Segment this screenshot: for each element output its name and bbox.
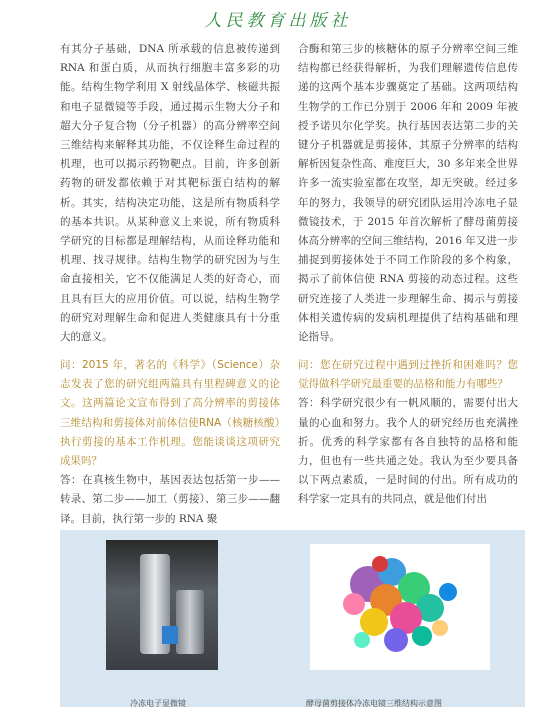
qa-1 — [60, 356, 280, 529]
publisher-masthead: 人民教育出版社 — [204, 11, 352, 31]
answer-1: 答：在真核生物中，基因表达包括第一步——转录、第二步——加工（剪接）、第三步——翻译。目前，执行第一步的 RNA 聚 — [60, 474, 280, 525]
figure-band — [60, 530, 525, 707]
page-header — [0, 0, 556, 34]
intro-right-column — [298, 40, 518, 347]
question-1: 问：2015 年，著名的《科学》（Science）杂志发表了您的研究组两篇具有里程碑意义的论文。这两篇论文宣布得到了高分辨率的剪接体三维结构和剪接体对前体信使RNA（核糖核酸）执行剪接的基本工作机理。您能谈谈这项研究成果吗？ — [60, 359, 280, 468]
intro-left-column — [60, 40, 280, 347]
intro-right-text: 合酶和第三步的核糖体的原子分辨率空间三维结构都已经获得解析，为我们理解遗传信息传递的这两个基本步骤奠定了基础。这两项结构生物学的工作已分别于 2006 年和 2009 年被授予诺贝尔化学奖。执行基因表达第二步的关键分子机器就是剪接体，其原子分辨率的结构解析因复杂性高、难度巨大，30 多年来全世界许多一流实验室都在攻坚，却无突破。经过多年的努力，我领导的研究团队运用冷冻电子显微镜技术，于 2015 年首次解析了酵母菌剪接体高分辨率的空间三维结构，2016 年又进一步捕捉到剪接体处于不同工作阶段的多个构象，揭示了前体信使 RNA 剪接的动态过程。这些研究连接了人类进一步理解生命、揭示与剪接体相关遗传病的发病机理提供了结构基础和理论指导。 — [298, 43, 518, 344]
caption-cryo-em: 冷冻电子显微镜 — [130, 699, 186, 708]
question-2: 问：您在研究过程中遇到过挫折和困难吗？您觉得做科学研究最重要的品格和能力有哪些？ — [298, 359, 518, 391]
spliceosome-structure-image — [310, 544, 490, 670]
answer-2: 答：科学研究很少有一帆风顺的，需要付出大量的心血和努力。我个人的研究经历也充满挫折。优秀的科学家都有各自独特的品格和能力，但也有一些共通之处。我认为至少要具备以下两点素质，一是时间的付出。所有成功的科学家一定具有的共同点，就是他们付出 — [298, 397, 518, 506]
intro-left-text: 有其分子基础，DNA 所承载的信息被传递到 RNA 和蛋白质，从而执行细胞丰富多彩的功能。结构生物学利用 X 射线晶体学、核磁共振和电子显微镜等手段，通过揭示生物大分子和超大分子复合物（分子机器）的高分辨率空间三维结构来解释其功能，不仅诠释生命过程的机理，也可以揭示药物靶点。目前，许多创新药物的研发都依赖于对其靶标蛋白结构的解析。其实，结构决定功能，这是所有物质科学的基本共识。从某种意义上来说，所有物质科学研究的目标都是理解结构，从而诠释功能和机理、找寻规律。结构生物学的研究因为与生命直接相关，它不仅能满足人类的好奇心，而且具有巨大的应用价值。可以说，结构生物学的研究对理解生命和促进人类健康具有十分重大的意义。 — [60, 43, 280, 344]
caption-spliceosome: 酵母菌剪接体冷冻电镜三维结构示意图 — [306, 699, 442, 708]
cryo-em-photo — [106, 540, 218, 670]
qa-2 — [298, 356, 518, 510]
